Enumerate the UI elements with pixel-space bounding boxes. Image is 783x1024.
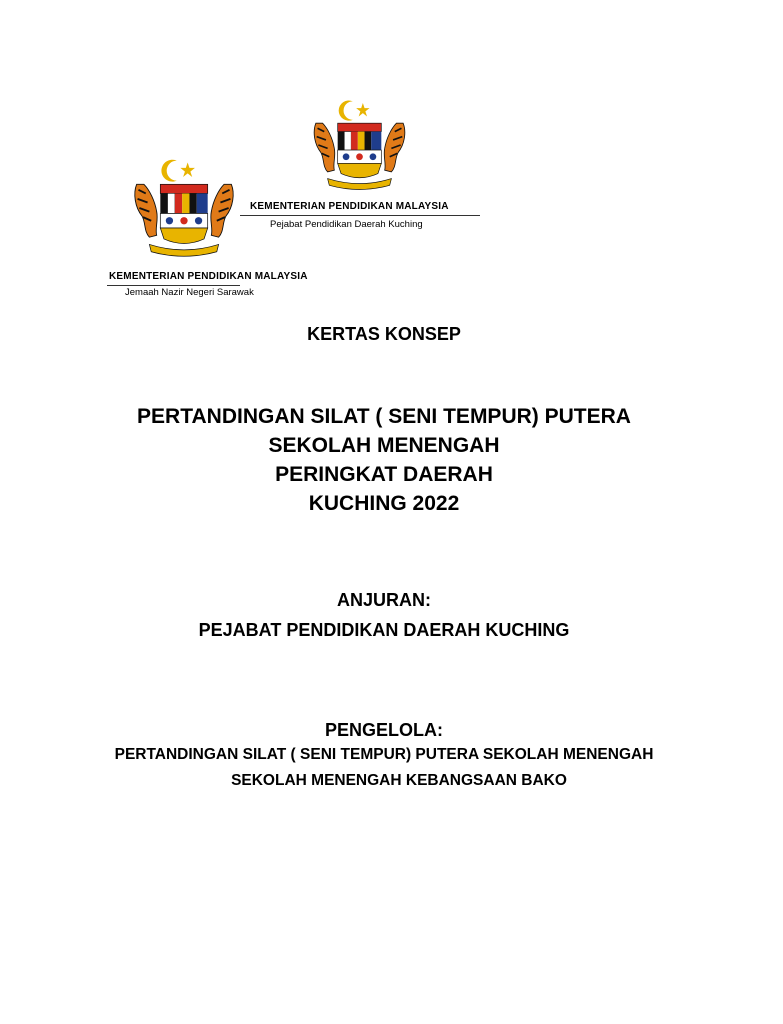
title-line: KUCHING 2022	[308, 492, 460, 515]
title-line: PERTANDINGAN SILAT ( SENI TEMPUR) PUTERA	[137, 405, 631, 428]
org-unit: Pejabat Pendidikan Daerah Kuching	[270, 219, 423, 230]
manager-line: PERTANDINGAN SILAT ( SENI TEMPUR) PUTERA SEKOLAH MENENGAH	[114, 746, 654, 763]
malaysia-coat-of-arms-icon	[302, 98, 417, 192]
manager-label: PENGELOLA:	[324, 720, 443, 740]
title-line: PERINGKAT DAERAH	[275, 463, 493, 486]
malaysia-coat-of-arms-icon	[126, 157, 242, 259]
org-name: KEMENTERIAN PENDIDIKAN MALAYSIA	[109, 271, 308, 282]
divider	[107, 285, 240, 286]
document-title	[0, 402, 768, 518]
divider	[240, 215, 480, 216]
org-unit: Jemaah Nazir Negeri Sarawak	[125, 287, 254, 298]
org-name: KEMENTERIAN PENDIDIKAN MALAYSIA	[250, 201, 449, 212]
organizer-label: ANJURAN:	[337, 590, 431, 610]
manager-line: SEKOLAH MENENGAH KEBANGSAAN BAKO	[231, 772, 567, 789]
document-type: KERTAS KONSEP	[307, 324, 461, 344]
title-line: SEKOLAH MENENGAH	[268, 434, 500, 457]
organizer-name: PEJABAT PENDIDIKAN DAERAH KUCHING	[198, 620, 570, 640]
